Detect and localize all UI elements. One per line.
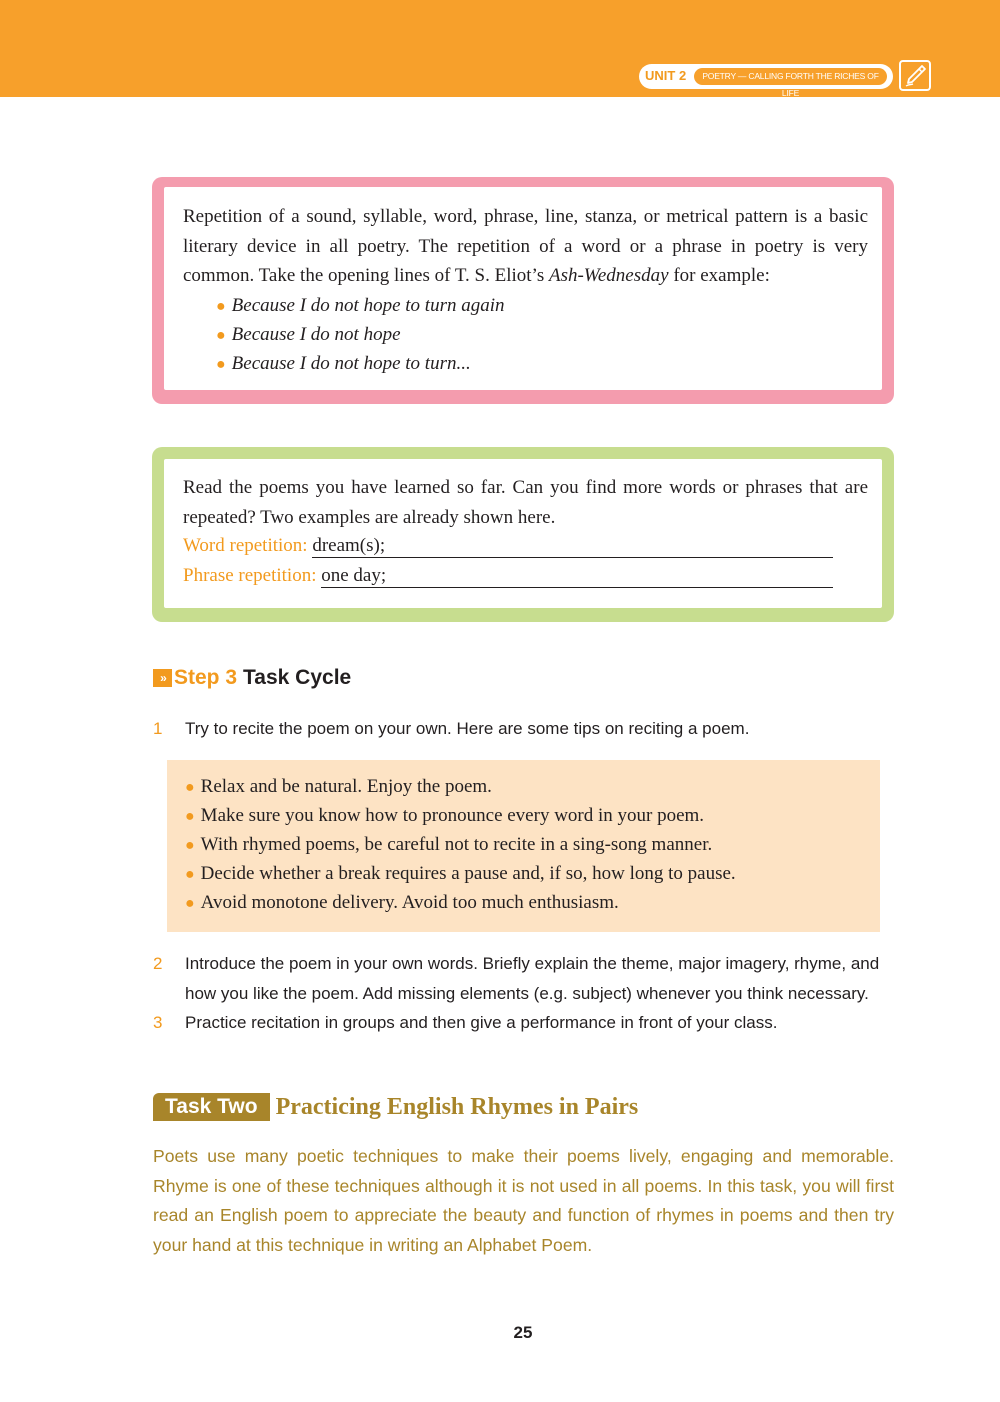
double-chevron-icon: » xyxy=(153,669,172,687)
poem-line: ● Because I do not hope to turn again xyxy=(216,295,505,316)
tip-item: ● Make sure you know how to pronounce every word in your poem. xyxy=(185,805,705,826)
task-two-intro: Poets use many poetic techniques to make their poems lively, engaging and memorable. Rhyme is one of these techniques although it is not used in all poems. In this task, you will first read an English poem to appreciate the beauty and function of rhymes in poems and then try your hand at this technique in writing an Alphabet Poem. xyxy=(153,1146,894,1255)
step-heading xyxy=(153,663,351,693)
step-title: Task Cycle xyxy=(243,666,352,689)
bullet-icon: ● xyxy=(185,866,195,883)
task-two-heading xyxy=(153,1093,638,1125)
pen-icon xyxy=(899,60,931,91)
item-text: Practice recitation in groups and then give a performance in front of your class. xyxy=(185,1013,778,1032)
word-repetition-label: Word repetition: xyxy=(183,535,308,556)
activity-instructions: Read the poems you have learned so far. Can you find more words or phrases that are repeated? Two examples are already shown here. xyxy=(183,477,868,528)
bullet-icon: ● xyxy=(185,837,195,854)
task-tag: Task Two xyxy=(153,1093,270,1121)
word-repetition-answer[interactable]: dream(s); xyxy=(312,535,833,558)
phrase-repetition-answer[interactable]: one day; xyxy=(321,565,833,588)
bullet-icon: ● xyxy=(185,779,195,796)
unit-title: POETRY — CALLING FORTH THE RICHES OF LIFE xyxy=(694,68,887,85)
tip-item: ● Avoid monotone delivery. Avoid too much enthusiasm. xyxy=(185,892,619,913)
tips-box xyxy=(167,760,880,932)
item-number: 1 xyxy=(153,719,163,738)
repetition-paragraph: Repetition of a sound, syllable, word, phrase, line, stanza, or metrical pattern is a basic literary device in all poetry. The repetition of a word or a phrase in poetry is very common. Take the opening lines of T. S. Eliot’s Ash-Wednesday for example: xyxy=(183,206,868,286)
poem-line: ● Because I do not hope to turn... xyxy=(216,353,471,374)
item-number: 2 xyxy=(153,954,163,973)
word-repetition-line xyxy=(183,531,843,560)
bullet-icon: ● xyxy=(216,298,226,315)
item-text: Introduce the poem in your own words. Briefly explain the theme, major imagery, rhyme, and how you like the poem. Add missing elements (e.g. subject) whenever you think necessary. xyxy=(185,954,880,1003)
page-header xyxy=(0,0,1000,97)
poem-title: Ash-Wednesday xyxy=(548,265,669,286)
tip-item: ● Decide whether a break requires a pause and, if so, how long to pause. xyxy=(185,863,736,884)
page-number: 25 xyxy=(513,1323,533,1342)
unit-badge xyxy=(639,64,893,98)
task-item xyxy=(153,949,898,1008)
tip-item: ● Relax and be natural. Enjoy the poem. xyxy=(185,776,492,797)
tip-item: ● With rhymed poems, be careful not to recite in a sing-song manner. xyxy=(185,834,713,855)
poem-line: ● Because I do not hope xyxy=(216,324,401,345)
phrase-repetition-line xyxy=(183,561,843,590)
phrase-repetition-label: Phrase repetition: xyxy=(183,565,317,586)
task-item xyxy=(153,1008,898,1038)
item-text: Try to recite the poem on your own. Here are some tips on reciting a poem. xyxy=(185,719,750,738)
step-label: Step 3 xyxy=(174,666,238,689)
task-title: Practicing English Rhymes in Pairs xyxy=(275,1094,639,1120)
unit-label: UNIT 2 xyxy=(645,68,687,83)
bullet-icon: ● xyxy=(185,895,195,912)
item-number: 3 xyxy=(153,1013,163,1032)
bullet-icon: ● xyxy=(216,356,226,373)
bullet-icon: ● xyxy=(185,808,195,825)
task-item xyxy=(153,714,898,744)
bullet-icon: ● xyxy=(216,327,226,344)
